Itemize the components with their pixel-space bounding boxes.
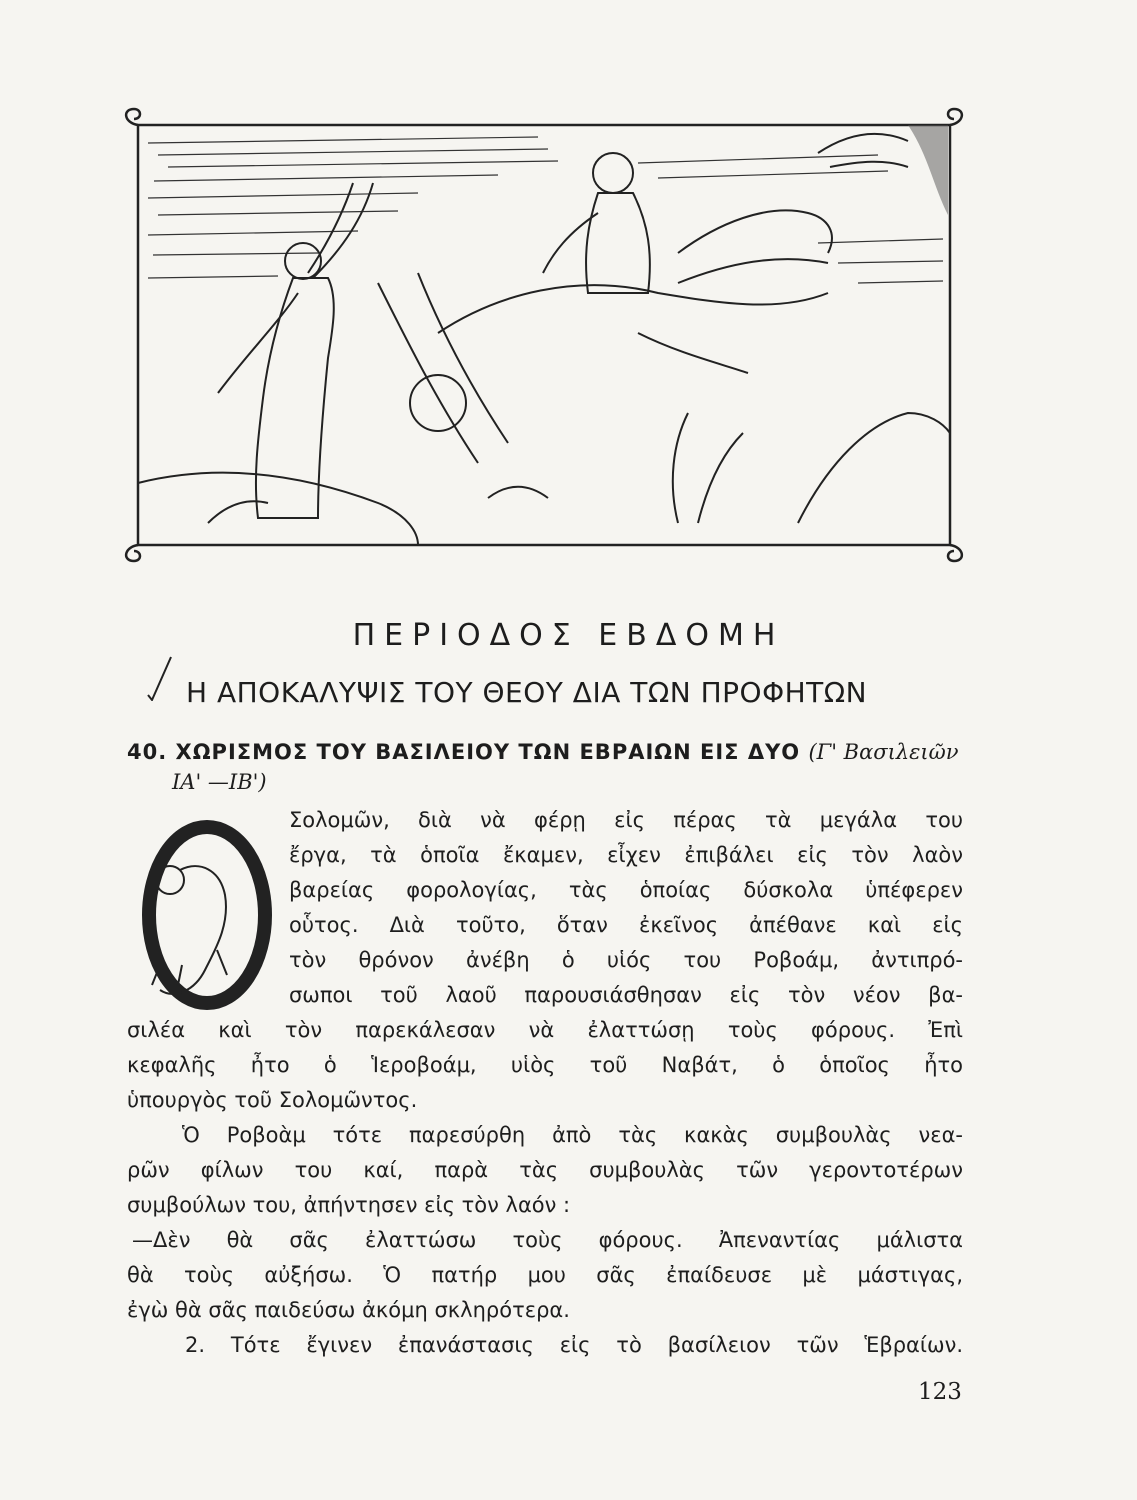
period-heading: ΠΕΡΙΟΔΟΣ ΕΒΔΟΜΗ [352,618,785,653]
page-number: 123 [918,1379,962,1405]
unit-title: Η ΑΠΟΚΑΛΥΨΙΣ ΤΟΥ ΘΕΟΥ ΔΙΑ ΤΩΝ ΠΡΟΦΗΤΩΝ [186,676,868,709]
woodcut-illustration [118,103,968,565]
lesson-reference: (Γ' Βασιλειῶν [808,740,959,764]
handwritten-check-mark [144,655,174,701]
lesson-heading: 40. ΧΩΡΙΣΜΟΣ ΤΟΥ ΒΑΣΙΛΕΙΟΥ ΤΩΝ ΕΒΡΑΙΩΝ ΕΙΣ ΔΥΟ [127,740,801,764]
body-line: —Δὲν θὰ σᾶς ἐλαττώσω τοὺς φόρους. Ἀπεναντίας μάλιστα [132,1228,963,1252]
body-line: οὗτος. Διὰ τοῦτο, ὅταν ἐκεῖνος ἀπέθανε καὶ εἰς [289,913,963,937]
lesson-reference-continued: ΙΑ' —ΙΒ') [172,770,267,794]
body-line: Ὁ Ροβοὰμ τότε παρεσύρθη ἀπὸ τὰς κακὰς συμβουλὰς νεα- [182,1123,963,1147]
body-line: θὰ τοὺς αὐξήσω. Ὁ πατήρ μου σᾶς ἐπαίδευσε μὲ μάστιγας, [127,1263,963,1287]
body-line: ἔργα, τὰ ὁποῖα ἔκαμεν, εἶχεν ἐπιβάλει εἰς τὸν λαὸν [289,843,963,867]
decorated-dropcap [122,820,282,1010]
body-line: σιλέα καὶ τὸν παρεκάλεσαν νὰ ἐλαττώσῃ τοὺς φόρους. Ἐπὶ [127,1018,963,1042]
dropcap-letter: Ο [207,929,217,943]
body-line: συμβούλων του, ἀπήντησεν εἰς τὸν λαόν : [127,1193,571,1217]
body-line: 2. Τότε ἔγινεν ἐπανάστασις εἰς τὸ βασίλειον τῶν Ἑβραίων. [185,1333,963,1357]
body-line: ρῶν φίλων του καί, παρὰ τὰς συμβουλὰς τῶν γεροντοτέρων [127,1158,963,1182]
lesson-heading-block [127,737,963,797]
body-line: Σολομῶν, διὰ νὰ φέρῃ εἰς πέρας τὰ μεγάλα του [289,808,963,832]
body-line: σωποι τοῦ λαοῦ παρουσιάσθησαν εἰς τὸν νέον βα- [289,983,963,1007]
body-line: βαρείας φορολογίας, τὰς ὁποίας δύσκολα ὑπέφερεν [289,878,963,902]
body-line: τὸν θρόνον ἀνέβη ὁ υἱός του Ροβοάμ, ἀντιπρό- [289,948,963,972]
body-line: κεφαλῆς ἦτο ὁ Ἱεροβοάμ, υἱὸς τοῦ Ναβάτ, ὁ ὁποῖος ἦτο [127,1053,963,1077]
body-line: ὑπουργὸς τοῦ Σολομῶντος. [127,1088,418,1112]
body-line: ἐγὼ θὰ σᾶς παιδεύσω ἀκόμη σκληρότερα. [127,1298,570,1322]
